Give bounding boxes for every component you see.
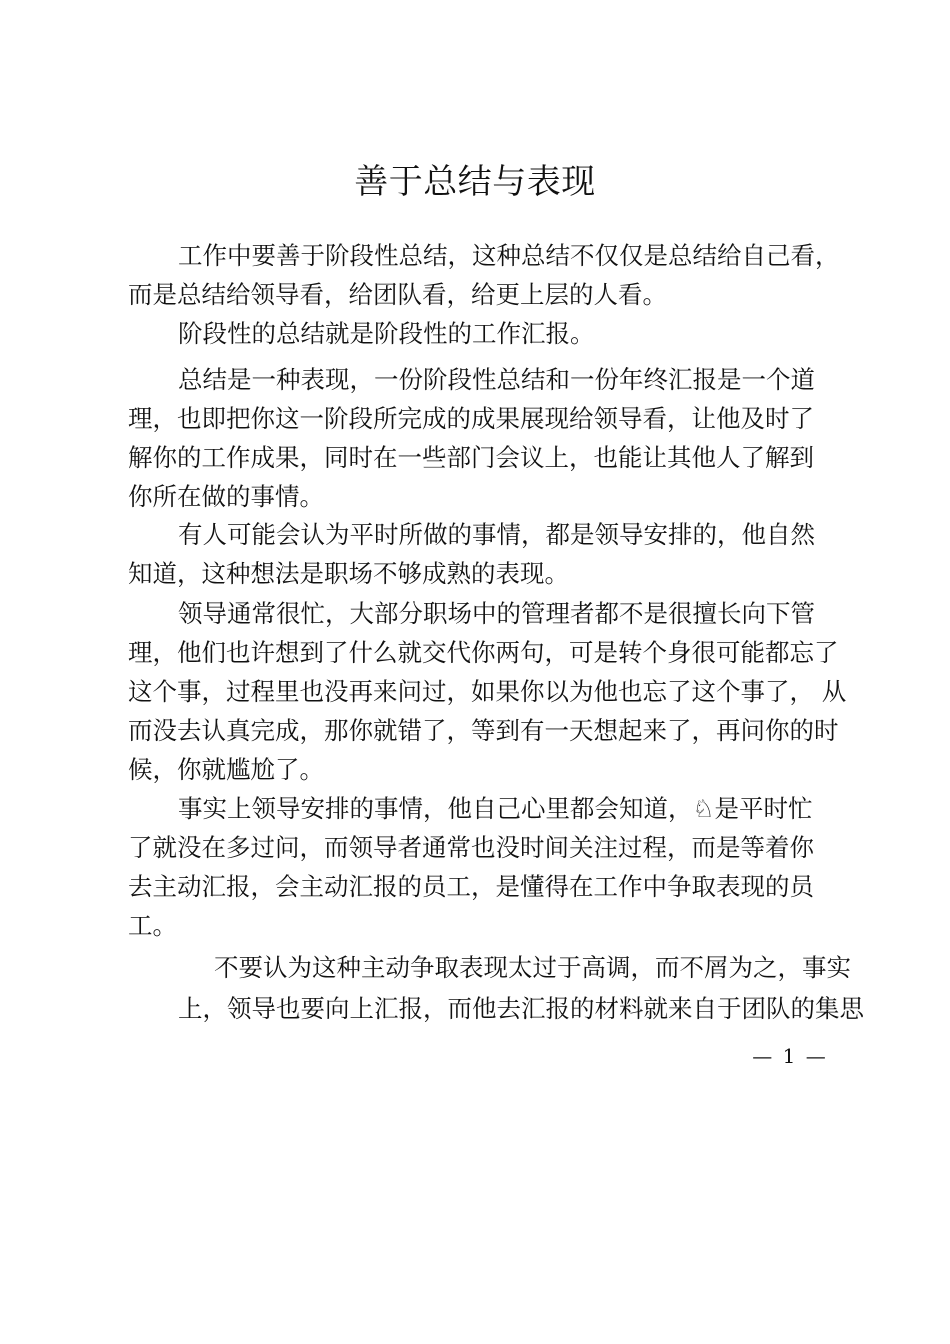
body-line: 知道，这种想法是职场不够成熟的表现。 [128,559,569,588]
body-line: 去主动汇报，会主动汇报的员工，是懂得在工作中争取表现的员 [128,872,814,901]
body-line: 解你的工作成果，同时在一些部门会议上，也能让其他人了解到 [128,443,814,472]
body-line: 上，领导也要向上汇报，而他去汇报的材料就来自于团队的集思 [178,994,864,1023]
body-line: 有人可能会认为平时所做的事情，都是领导安排的，他自然 [178,520,815,549]
body-line: 理，也即把你这一阶段所完成的成果展现给领导看，让他及时了 [128,404,814,433]
body-line: 阶段性的总结就是阶段性的工作汇报。 [178,319,595,348]
body-line: 工作中要善于阶段性总结，这种总结不仅仅是总结给自己看， [178,241,840,270]
body-line: 你所在做的事情。 [128,482,324,511]
document-title: 善于总结与表现 [354,162,596,202]
body-line: 事实上领导安排的事情，他自己心里都会知道，♘是平时忙 [178,794,813,823]
body-line: 不要认为这种主动争取表现太过于高调，而不屑为之，事实 [214,953,851,982]
body-line: 而没去认真完成，那你就错了，等到有一天想起来了，再问你的时 [128,716,839,745]
page-number: — 1 — [752,1044,828,1068]
body-line: 而是总结给领导看，给团队看，给更上层的人看。 [128,280,667,309]
body-line: 总结是一种表现，一份阶段性总结和一份年终汇报是一个道 [178,365,815,394]
body-line: 理，他们也许想到了什么就交代你两句，可是转个身很可能都忘了 [128,638,839,667]
body-line: 领导通常很忙，大部分职场中的管理者都不是很擅长向下管 [178,599,815,628]
body-line: 工。 [128,911,177,940]
body-line: 候，你就尴尬了。 [128,755,324,784]
body-line: 了就没在多过问，而领导者通常也没时间关注过程，而是等着你 [128,833,814,862]
body-line: 这个事，过程里也没再来问过，如果你以为他也忘了这个事了， 从 [128,677,847,706]
